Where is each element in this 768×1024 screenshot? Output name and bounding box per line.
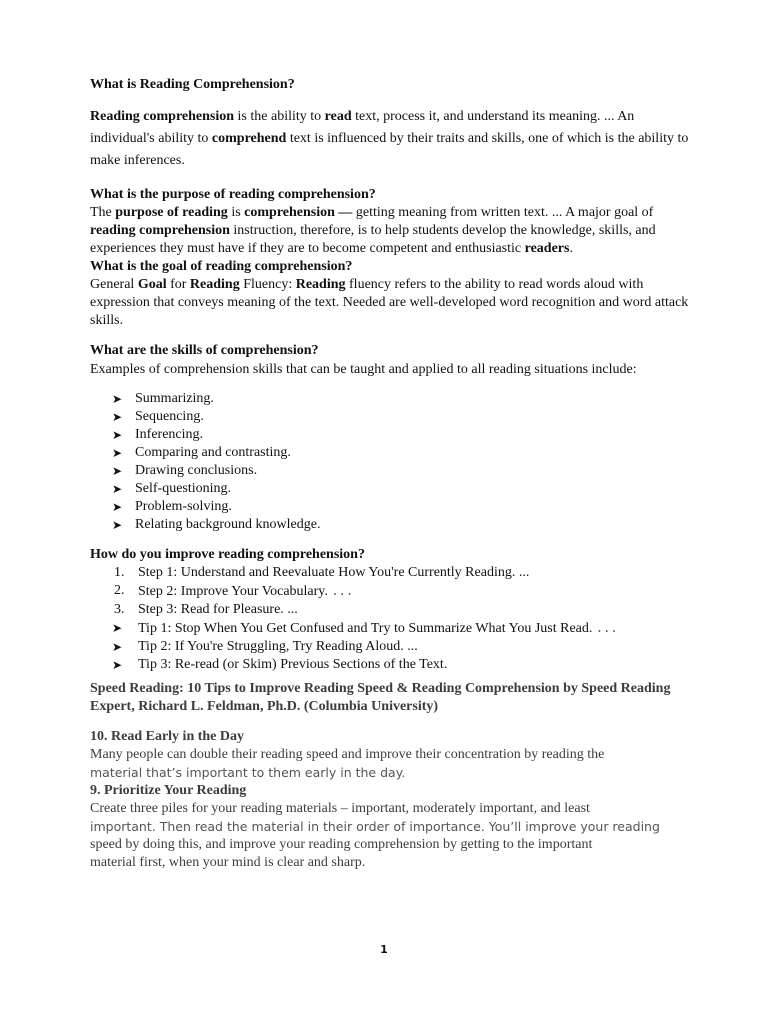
list-item: ➤ Tip 2: If You're Struggling, Try Reading Aloud. ... [112, 639, 418, 654]
heading-read-early: 10. Read Early in the Day [90, 729, 244, 744]
heading-what-is-reading-comprehension: What is Reading Comprehension? [90, 77, 295, 92]
list-item: 1. Step 1: Understand and Reevaluate How You're Currently Reading. ... [114, 565, 530, 580]
paragraph-skills-intro: Examples of comprehension skills that can be taught and applied to all reading situations include: [90, 362, 637, 377]
arrow-bullet-icon: ➤ [112, 428, 123, 442]
paragraph-purpose: The purpose of reading is comprehension — getting meaning from written text. ... A major goal of reading comprehension instruction, therefore, is to help students develop the knowledge, skills, and experiences they must have if they are to become competent and enthusiastic readers. [90, 205, 656, 256]
list-item: ➤ Tip 1: Stop When You Get Confused and Try to Summarize What You Just Read. ... [112, 621, 618, 636]
paragraph-read-early-line2: material that’s important to them early in the day. [90, 765, 406, 780]
paragraph-definition: Reading comprehension is the ability to read text, process it, and understand its meaning. ... An individual's ability to comprehend text is influenced by their traits and skills, one of which is the ability to make inferences. [90, 109, 689, 168]
paragraph-read-early-line1: Many people can double their reading speed and improve their concentration by reading the [90, 747, 605, 762]
arrow-bullet-icon: ➤ [112, 621, 123, 635]
paragraph-prioritize-line3: speed by doing this, and improve your reading comprehension by getting to the important [90, 837, 593, 852]
steps-list [90, 564, 690, 674]
heading-improve: How do you improve reading comprehension? [90, 547, 365, 562]
list-item: ➤ Self-questioning. [112, 481, 232, 496]
arrow-bullet-icon: ➤ [112, 392, 123, 406]
paragraph-prioritize-line4: material first, when your mind is clear and sharp. [90, 855, 366, 870]
document-body [90, 76, 690, 872]
list-item: ➤ Inferencing. [112, 427, 204, 442]
arrow-bullet-icon: ➤ [112, 446, 123, 460]
paragraph-prioritize-line2: important. Then read the material in their order of importance. You’ll improve your reading [90, 819, 660, 834]
list-item: ➤ Comparing and contrasting. [112, 445, 291, 460]
arrow-bullet-icon: ➤ [112, 640, 123, 654]
heading-skills: What are the skills of comprehension? [90, 343, 319, 358]
heading-speed-reading: Speed Reading: 10 Tips to Improve Reading Speed & Reading Comprehension by Speed Reading Expert, Richard L. Feldman, Ph.D. (Columbia University) [90, 681, 671, 714]
skills-list [90, 390, 690, 534]
list-item: ➤ Relating background knowledge. [112, 517, 321, 532]
paragraph-prioritize-line1: Create three piles for your reading materials – important, moderately important, and least [90, 801, 590, 816]
heading-purpose: What is the purpose of reading comprehension? [90, 187, 376, 202]
arrow-bullet-icon: ➤ [112, 482, 123, 496]
arrow-bullet-icon: ➤ [112, 518, 123, 532]
list-item: ➤ Sequencing. [112, 409, 204, 424]
heading-goal: What is the goal of reading comprehension? [90, 259, 353, 274]
list-item: 3. Step 3: Read for Pleasure. ... [114, 602, 298, 617]
bold-term: Reading comprehension [90, 109, 235, 124]
arrow-bullet-icon: ➤ [112, 410, 123, 424]
paragraph-goal: General Goal for Reading Fluency: Reading fluency refers to the ability to read words aloud with expression that conveys meaning of the text. Needed are well-developed word recognition and word attack skills. [90, 277, 689, 328]
bold-term: read [324, 109, 352, 124]
list-item: ➤ Drawing conclusions. [112, 463, 258, 478]
bold-term: comprehend [211, 131, 287, 146]
list-item: ➤ Summarizing. [112, 391, 214, 406]
page-number: 1 [380, 943, 388, 956]
arrow-bullet-icon: ➤ [112, 500, 123, 514]
list-item: ➤ Tip 3: Re-read (or Skim) Previous Sections of the Text. [112, 657, 448, 672]
heading-prioritize: 9. Prioritize Your Reading [90, 783, 247, 798]
arrow-bullet-icon: ➤ [112, 658, 123, 672]
list-item: ➤ Problem-solving. [112, 499, 232, 514]
arrow-bullet-icon: ➤ [112, 464, 123, 478]
list-item: 2. Step 2: Improve Your Vocabulary. ... [114, 583, 354, 599]
